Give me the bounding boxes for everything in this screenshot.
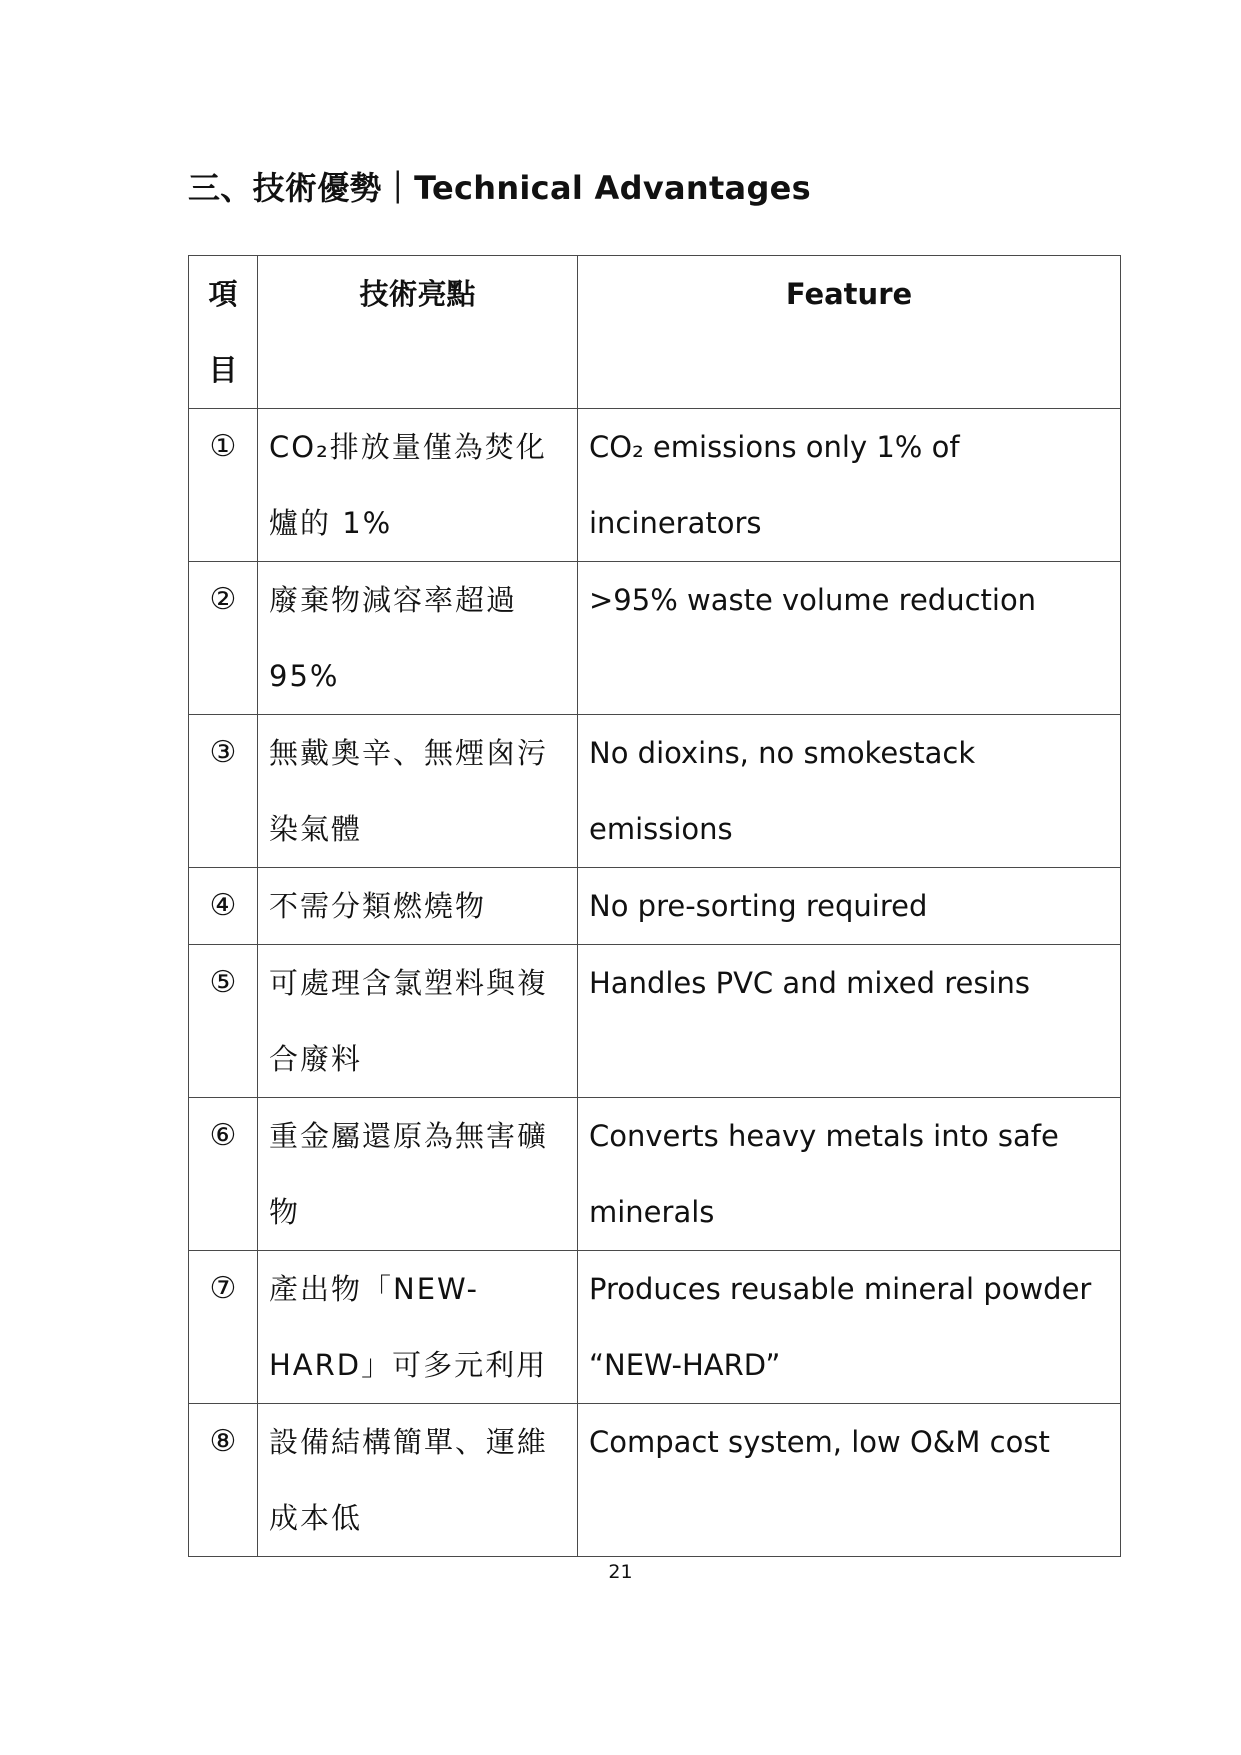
page-number: 21 [608, 1561, 633, 1583]
row-highlight-zh: 設備結構簡單、運維成本低 [269, 1425, 549, 1535]
row-number: ⑧ [209, 1424, 237, 1459]
table-row [189, 945, 1121, 1098]
row-feature-en: Handles PVC and mixed resins [589, 966, 1030, 1000]
row-highlight-zh: 無戴奧辛、無煙囪污染氣體 [269, 736, 549, 846]
row-highlight-zh: CO₂排放量僅為焚化爐的 1% [269, 430, 547, 540]
table-header-row [189, 256, 1121, 409]
row-highlight-zh: 產出物「NEW-HARD」可多元利用 [269, 1272, 548, 1382]
row-feature-en: Produces reusable mineral powder “NEW-HARD” [589, 1272, 1092, 1382]
header-cell-feature [578, 256, 1121, 409]
table-row [189, 409, 1121, 562]
row-number: ⑤ [209, 965, 237, 1000]
row-number: ④ [209, 888, 237, 923]
row-feature-en: Compact system, low O&M cost [589, 1425, 1050, 1459]
row-feature-en: No dioxins, no smokestack emissions [589, 736, 976, 846]
header-highlight-label: 技術亮點 [359, 277, 476, 311]
header-item-label: 項目 [208, 277, 238, 387]
technical-advantages-table [188, 255, 1121, 1557]
row-highlight-zh: 可處理含氯塑料與複合廢料 [269, 966, 549, 1076]
row-number: ③ [209, 735, 237, 770]
table-row [189, 562, 1121, 715]
row-feature-en: Converts heavy metals into safe minerals [589, 1119, 1059, 1229]
row-feature-en: No pre-sorting required [589, 889, 928, 923]
row-number: ② [209, 582, 237, 617]
row-highlight-zh: 重金屬還原為無害礦物 [269, 1119, 549, 1229]
row-number: ① [209, 429, 237, 464]
table-row [189, 1098, 1121, 1251]
table-row [189, 715, 1121, 868]
page-title: 三、技術優勢｜Technical Advantages [188, 169, 812, 207]
row-highlight-zh: 廢棄物減容率超過 95% [269, 583, 518, 693]
header-cell-item [189, 256, 258, 409]
row-number: ⑦ [209, 1271, 237, 1306]
table-row [189, 1404, 1121, 1557]
row-highlight-zh: 不需分類燃燒物 [269, 889, 487, 923]
header-cell-highlight [258, 256, 578, 409]
table-row [189, 868, 1121, 945]
row-number: ⑥ [209, 1118, 237, 1153]
table-row [189, 1251, 1121, 1404]
row-feature-en: >95% waste volume reduction [589, 583, 1037, 617]
row-feature-en: CO₂ emissions only 1% of incinerators [589, 430, 960, 540]
header-feature-label: Feature [785, 277, 913, 311]
